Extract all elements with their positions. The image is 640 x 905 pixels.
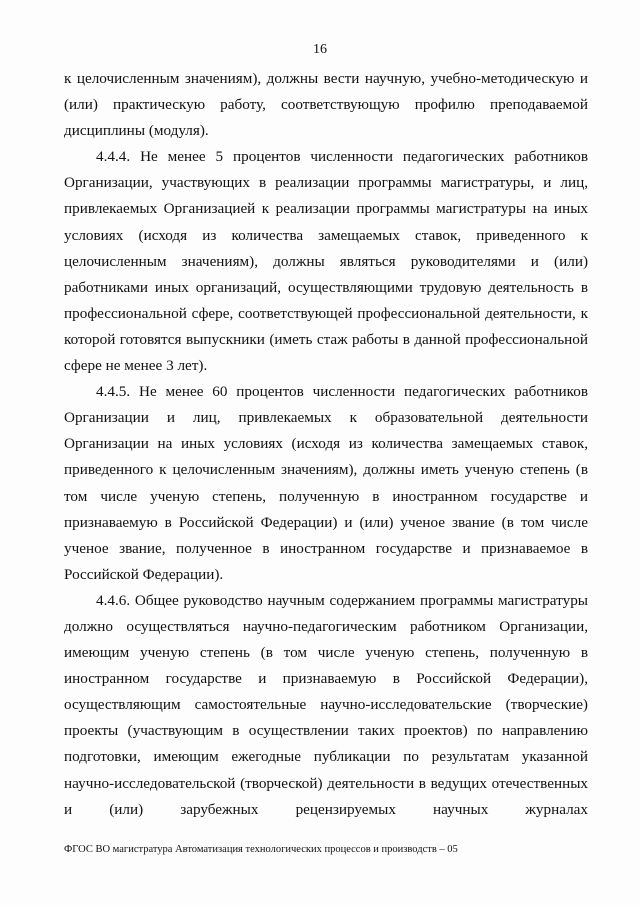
paragraph-4-4-5: 4.4.5. Не менее 60 процентов численности педагогических работников Организации и лиц, привлекаемых к образовательной деятельности Организации на иных условиях (исходя из количества замещаемых ставок, приведенного к целочисленным значениям), должны иметь ученую степень (в том числе ученую степень, полученную в иностранном государстве и признаваемую в Российской Федерации) и (или) ученое звание (в том числе ученое звание, полученное в иностранном государстве и признаваемое в Российской Федерации). [64,383,588,583]
document-body [64,66,588,823]
page-number: 16 [313,42,327,57]
paragraph-continuation: к целочисленным значениям), должны вести научную, учебно-методическую и (или) практическую работу, соответствующую профилю преподаваемой дисциплины (модуля). [64,70,588,140]
paragraph-4-4-4: 4.4.4. Не менее 5 процентов численности педагогических работников Организации, участвующих в реализации программы магистратуры, и лиц, привлекаемых Организацией к реализации программы магистратуры на иных условиях (исходя из количества замещаемых ставок, приведенного к целочисленным значениям), должны являться руководителями и (или) работниками иных организаций, осуществляющими трудовую деятельность в профессиональной сфере, соответствующей профессиональной деятельности, к которой готовятся выпускники (иметь стаж работы в данной профессиональной сфере не менее 3 лет). [64,148,588,375]
paragraph-4-4-6: 4.4.6. Общее руководство научным содержанием программы магистратуры должно осуществляться научно-педагогическим работником Организации, имеющим ученую степень (в том числе ученую степень, полученную в иностранном государстве и признаваемую в Российской Федерации), осуществляющим самостоятельные научно-исследовательские (творческие) проекты (участвующим в осуществлении таких проектов) по направлению подготовки, имеющим ежегодные публикации по результатам указанной научно-исследовательской (творческой) деятельности в ведущих отечественных и (или) зарубежных рецензируемых научных журналах [64,591,588,818]
page-footer: ФГОС ВО магистратура Автоматизация технологических процессов и производств – 05 [64,844,458,855]
